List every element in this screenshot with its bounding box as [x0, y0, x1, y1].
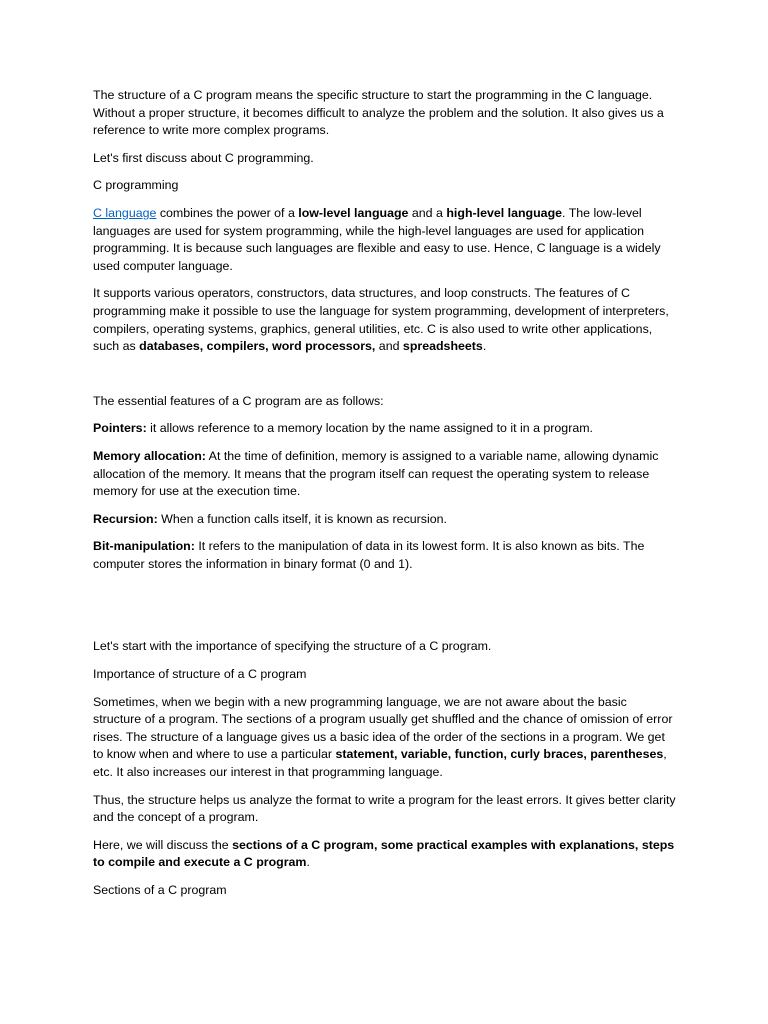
text-span: and a — [408, 205, 447, 220]
feature-item — [93, 420, 677, 438]
c-language-link[interactable]: C language — [93, 205, 157, 220]
feature-text: At the time of definition, memory is assigned to a variable name, allowing dynamic allocation of the memory. It means that the program itself can request the operating system to release memory for use at the execution time. — [93, 448, 659, 499]
feature-text: it allows reference to a memory location by the name assigned to it in a program. — [146, 421, 593, 436]
bold-span: databases, compilers, word processors, — [139, 339, 376, 354]
text-span: . — [482, 339, 487, 354]
bold-span: high-level language — [446, 205, 563, 220]
text-span: . The low-level languages are used for system programming, while the high-level languages are used for application programming. It is because such languages are flexible and easy to use. Hence, C language is a widely used computer language. — [93, 205, 661, 273]
feature-term: Pointers: — [93, 421, 147, 436]
text-span: , etc. It also increases our interest in that programming language. — [93, 747, 667, 780]
text-span: Here, we will discuss the — [93, 837, 233, 852]
feature-item — [93, 538, 677, 573]
here-paragraph — [93, 837, 677, 872]
bold-span: spreadsheets — [402, 339, 483, 354]
spacer — [93, 583, 677, 638]
heading-sections: Sections of a C program — [93, 883, 227, 897]
c-language-paragraph — [93, 205, 677, 275]
sometimes-paragraph — [93, 694, 677, 782]
heading-c-programming: C programming — [93, 178, 179, 193]
bold-span: statement, variable, function, curly braces, parentheses — [335, 747, 664, 762]
feature-text: When a function calls itself, it is known as recursion. — [157, 511, 447, 526]
text-span: and — [375, 339, 403, 354]
discuss-paragraph: Let's first discuss about C programming. — [93, 150, 314, 165]
spacer — [93, 366, 677, 393]
supports-paragraph — [93, 285, 677, 355]
feature-text: It refers to the manipulation of data in its lowest form. It is also known as bits. The computer stores the information in binary format (0 and 1). — [93, 539, 645, 571]
feature-term: Memory allocation: — [93, 448, 206, 463]
feature-term: Bit-manipulation: — [93, 539, 195, 554]
feature-item — [93, 511, 677, 529]
bold-span: low-level language — [298, 205, 409, 220]
feature-term: Recursion: — [93, 511, 158, 526]
bold-span: sections of a C program, some practical examples with explanations, steps to compile and execute a C program — [93, 837, 675, 870]
document-page — [93, 87, 677, 910]
feature-item — [93, 448, 677, 501]
intro-paragraph: The structure of a C program means the specific structure to start the programming in the C language. Without a proper structure, it becomes difficult to analyze the problem and the solution. It also gives us a reference to write more complex programs. — [93, 88, 664, 138]
thus-paragraph: Thus, the structure helps us analyze the format to write a program for the least errors. It gives better clarity and the concept of a program. — [93, 792, 676, 825]
text-span: combines the power of a — [156, 205, 299, 220]
text-span: . — [306, 855, 310, 870]
heading-importance: Importance of structure of a C program — [93, 667, 307, 682]
features-intro: The essential features of a C program are as follows: — [93, 393, 384, 408]
text-span: It supports various operators, constructors, data structures, and loop constructs. The features of C programming make it possible to use the language for system programming, development of interpreters, compilers, operating systems, graphics, general utilities, etc. C is also used to write other applications, such as — [93, 286, 669, 354]
text-span: Sometimes, when we begin with a new programming language, we are not aware about the basic structure of a program. The sections of a program usually get shuffled and the chance of omission of error rises. The structure of a language gives us a basic idea of the order of the sections in a program. We get to know when and where to use a particular — [93, 694, 673, 762]
lets-start-paragraph: Let's start with the importance of specifying the structure of a C program. — [93, 639, 492, 654]
